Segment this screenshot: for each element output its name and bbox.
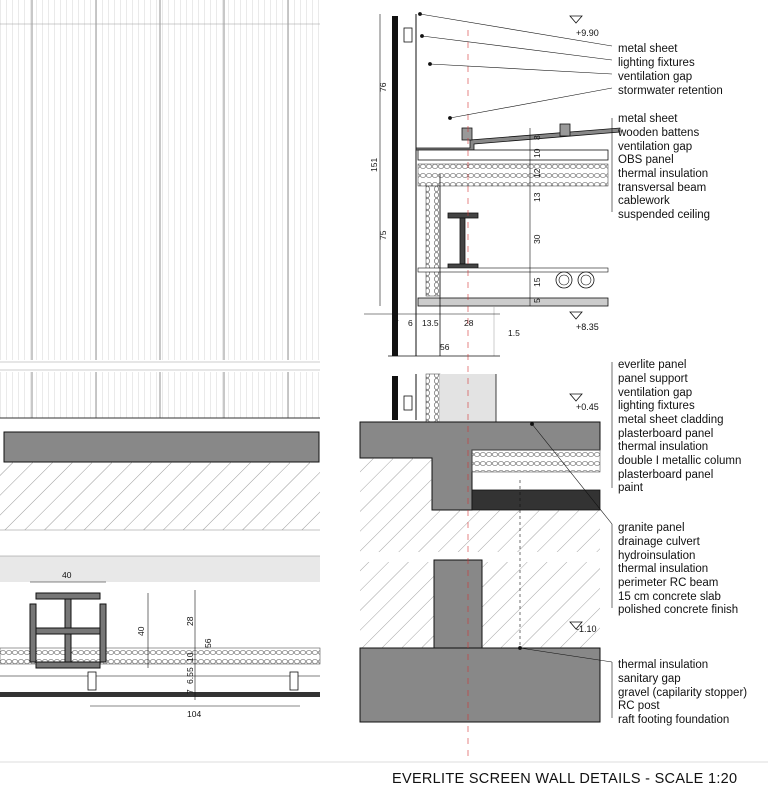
label: double I metallic column [618,455,742,467]
label: plasterboard panel [618,469,714,481]
dim-76: 76 [378,82,388,92]
label: paint [618,482,643,494]
dim-56h: 56 [440,342,450,352]
raft-footing-foundation [360,648,600,722]
label: wooden battens [618,127,700,139]
dim-6h: 6 [408,318,413,328]
label: plasterboard panel [618,428,714,440]
dim-8: 8 [532,135,542,140]
elevation-view [0,0,320,530]
level-0-45: +0.45 [576,402,599,412]
plan-dim-56: 56 [203,638,213,648]
plan-cladding [0,692,320,697]
label: suspended ceiling [618,209,711,221]
label: ventilation gap [618,141,693,153]
label: panel support [618,373,688,385]
label: gravel (capilarity stopper) [618,687,748,699]
label: metal sheet [618,43,678,55]
suspended-ceiling [418,298,608,306]
dim-5: 5 [532,298,542,303]
label: thermal insulation [618,659,709,671]
dim-7h: 7 [394,318,399,328]
elevation-base-beam [4,432,319,462]
label: metal sheet cladding [618,414,724,426]
everlite-panel-section [392,16,398,356]
dim-15: 15 [532,277,542,287]
label: ventilation gap [618,71,693,83]
plan-view [0,556,320,719]
label: thermal insulation [618,563,709,575]
label: raft footing foundation [618,714,730,726]
dim-12: 12 [532,168,542,178]
plan-dim-40h: 40 [62,570,72,580]
label: thermal insulation [618,441,709,453]
plan-dim-6-5: 6.5 [185,672,195,684]
drawing-title: EVERLITE SCREEN WALL DETAILS - SCALE 1:20 [392,771,738,787]
plan-dim-40v: 40 [136,626,146,636]
dim-1-5h: 1.5 [508,328,520,338]
label: ventilation gap [618,387,693,399]
label: thermal insulation [618,168,709,180]
label: lighting fixtures [618,57,695,69]
level-9-90: +9.90 [576,28,599,38]
label: OBS panel [618,154,674,166]
plan-dim-7: 7 [185,689,195,694]
labels-roof [618,43,723,97]
elevation-ground [0,462,320,530]
plan-dim-5: 5 [185,667,195,672]
labels-wall [618,359,741,494]
concrete-slab [472,490,600,510]
dim-28h: 28 [464,318,474,328]
dim-151: 151 [369,157,379,172]
plan-dim-104: 104 [187,709,202,719]
label: drainage culvert [618,536,700,548]
dim-10: 10 [532,148,542,158]
label: polished concrete finish [618,604,739,616]
level-minus-1-10: -1.10 [576,624,597,634]
plan-dim-28: 28 [185,616,195,626]
label: lighting fixtures [618,400,695,412]
dim-13: 13 [532,192,542,202]
level-8-35: +8.35 [576,322,599,332]
label: transversal beam [618,182,707,194]
dim-75: 75 [378,230,388,240]
dim-30: 30 [532,234,542,244]
label: hydroinsulation [618,550,696,562]
label: everlite panel [618,359,687,371]
labels-ground [618,522,738,616]
rc-post [434,560,482,648]
dim-13-5h: 13.5 [422,318,439,328]
labels-foundation [618,659,747,726]
section-view [360,14,620,760]
label: granite panel [618,522,685,534]
transversal-beam-section [448,213,478,269]
label: cablework [618,195,670,207]
label: perimeter RC beam [618,577,719,589]
labels-roof-build-up [617,113,710,221]
label: metal sheet [618,113,678,125]
label: RC post [618,700,660,712]
plan-dim-10: 10 [185,652,195,662]
label: stormwater retention [618,85,723,97]
label: 15 cm concrete slab [618,591,721,603]
label: sanitary gap [618,673,681,685]
